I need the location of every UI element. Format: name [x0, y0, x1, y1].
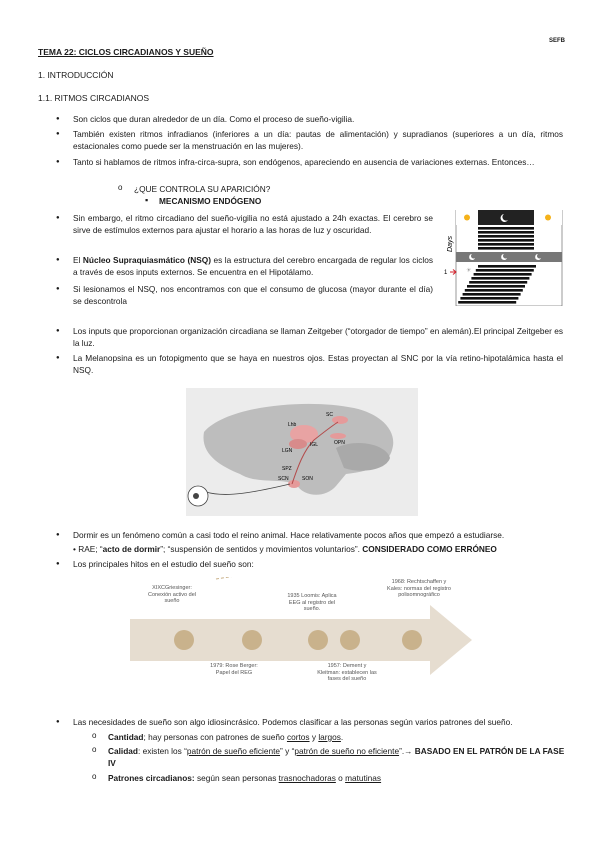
milestone-rose-berger: 1979: Rose Berger: Papel del REG [210, 663, 258, 676]
patron-no-eficiente: patrón de sueño no eficiente [294, 746, 400, 756]
bullet-hitos: ● Los principales hitos en el estudio del sueño son: [73, 558, 563, 570]
actogram-activity-bar [471, 277, 529, 280]
bullet-zeitgeber: ● Los inputs que proporcionan organización circadiana se llaman Zeitgeber (“otorgador de tiempo” en alemán).El principal Zeitgeber es la luz. [73, 325, 563, 350]
nsq-pre: El [73, 255, 83, 265]
rae-mid: ”; “suspensión de sentidos y movimientos voluntarios”. [160, 544, 363, 554]
label-lgn: LGN [282, 448, 293, 454]
patrones-pre: según sean personas [194, 773, 279, 783]
milestone-rechtschaffen: 1968: Rechtschaffen y Kales: normas del registro polisomnográfico [387, 579, 451, 598]
section-ritmos-circadianos: 1.1. RITMOS CIRCADIANOS [38, 93, 149, 103]
sun-icon [545, 215, 551, 221]
brain-diagram [186, 388, 418, 516]
nsq-name: Núcleo Supraquiasmático (NSQ) [82, 255, 211, 265]
rae-erroneo: CONSIDERADO COMO ERRÓNEO [362, 544, 497, 554]
label-scn: SCN [278, 476, 289, 482]
actogram-activity-bar [474, 273, 532, 276]
label-spz: SPZ [282, 466, 292, 472]
rae-pre: • RAE; “ [73, 544, 103, 554]
bullet-ciclos: ● Son ciclos que duran alrededor de un día. Como el proceso de sueño-vigilia. [73, 113, 563, 125]
actogram-activity-bar [476, 269, 534, 272]
bullet-melanopsina: ● La Melanopsina es un fotopigmento que se haya en nuestros ojos. Estas proyectan al SNC por la vía retino-hipotalámica hasta el NSQ. [73, 352, 563, 377]
calidad-mid: ” y “ [280, 746, 295, 756]
actogram-axis-label: Days [447, 236, 454, 252]
actogram-activity-bar [478, 265, 536, 268]
calidad-post: ”.→ [399, 746, 415, 756]
largos-word: largos [318, 732, 341, 742]
bullet-nsq [73, 254, 433, 279]
timeline-dot [242, 630, 262, 650]
cantidad-text: ; hay personas con patrones de sueño [143, 732, 287, 742]
actogram-activity-bar [478, 239, 534, 242]
sub-question: o ¿QUE CONTROLA SU APARICIÓN? [134, 183, 270, 195]
matutinas-word: matutinas [345, 773, 382, 783]
timeline-dot [308, 630, 328, 650]
bullet-lesion-nsq: ● Si lesionamos el NSQ, nos encontramos con que el consumo de glucosa (mayor durante el día) se descontrola [73, 283, 433, 308]
bullet-ritmo-sueno: ● Sin embargo, el ritmo circadiano del sueño-vigilia no está ajustado a 24h exactas. El cerebro se sirve de estímulos externos para ajustar el horario a las horas de luz y oscuridad. [73, 212, 433, 237]
lamp-icon: ☀ [466, 268, 472, 274]
patrones-o: o [335, 773, 346, 783]
actogram-activity-bar [478, 235, 534, 238]
actogram-figure [442, 210, 564, 306]
patrones-label: Patrones circadianos: [108, 773, 195, 783]
actogram-activity-bar [467, 285, 525, 288]
calidad-fase-iv: BASADO EN EL PATRÓN DE LA FASE IV [108, 746, 565, 769]
actogram-marker: 1 [444, 270, 448, 276]
milestone-griesinger: XIXCGriesinger: Conexión activo del sueño [147, 585, 196, 604]
milestone-loomis: 1935 Loomis: Aplica EEG al registro del sueño. [287, 593, 337, 612]
patron-eficiente: patrón de sueño eficiente [186, 746, 281, 756]
calidad-pre: : existen los “ [137, 746, 187, 756]
label-son: SON [302, 476, 313, 482]
milestone-dement-kleitman: 1957: Dement y Kleitman: establecen las fases del sueño [317, 663, 377, 682]
mechanism-label: ▪ MECANISMO ENDÓGENO [159, 196, 261, 206]
actogram-activity-bar [478, 231, 534, 234]
rae-acto: acto de dormir [102, 544, 161, 554]
pupil-shape [193, 493, 199, 499]
sun-icon [464, 215, 470, 221]
timeline-diagram [130, 577, 474, 703]
sc-region [332, 416, 348, 424]
actogram-activity-bar [478, 247, 534, 250]
label-lhb: Lhb [288, 422, 297, 428]
actogram-activity-bar [465, 289, 523, 292]
page-title: TEMA 22: CICLOS CIRCADIANOS Y SUEÑO [38, 47, 214, 57]
actogram-activity-bar [458, 301, 516, 304]
actogram-activity-bar [478, 227, 534, 230]
label-sc: SC [326, 412, 333, 418]
timeline-dot [340, 630, 360, 650]
label-igl: IGL [310, 442, 319, 448]
header-code: SEFB [548, 38, 565, 44]
trasnochadoras-word: trasnochadoras [278, 773, 336, 783]
timeline-dot [402, 630, 422, 650]
item-patrones [108, 772, 381, 784]
item-calidad [108, 745, 568, 770]
section-introduccion: 1. INTRODUCCIÓN [38, 70, 114, 80]
arrow-right-icon [450, 270, 456, 275]
cantidad-label: Cantidad [108, 732, 144, 742]
bullet-endogenos: ● Tanto si hablamos de ritmos infra-circa-supra, son endógenos, apareciendo en ausencia de variaciones externas. Entonces… [73, 156, 563, 168]
cantidad-y: y [309, 732, 319, 742]
actogram-activity-bar [478, 243, 534, 246]
actogram-activity-bar [469, 281, 527, 284]
opn-region [330, 433, 346, 439]
timeline-dot [174, 630, 194, 650]
actogram-activity-bar [460, 297, 518, 300]
cantidad-dot: . [340, 732, 344, 742]
bullet-dormir: ● Dormir es un fenómeno común a casi todo el reino animal. Hace relativamente pocos años que empezó a estudiarse. [73, 529, 563, 541]
rae-definition [73, 543, 573, 555]
actogram-mid-bar [456, 252, 562, 262]
actogram-activity-bar [463, 293, 521, 296]
bullet-infradianos: ● También existen ritmos infradianos (inferiores a un día: pautas de alimentación) y supradianos (superiores a un día, ritmos estacionales como puede ser la menstruación en las mujeres). [73, 128, 563, 153]
nsq-post: es la estructura del cerebro encargada de regular los ciclos a través de esos inputs externos. Se encuentra en el Hipotálamo. [73, 255, 433, 278]
label-opn: OPN [334, 440, 345, 446]
calidad-label: Calidad [108, 746, 138, 756]
cortos-word: cortos [286, 732, 310, 742]
bullet-necesidades: ● Las necesidades de sueño son algo idiosincrásico. Podemos clasificar a las personas según varios patrones del sueño. [73, 716, 563, 728]
item-cantidad [108, 731, 343, 743]
